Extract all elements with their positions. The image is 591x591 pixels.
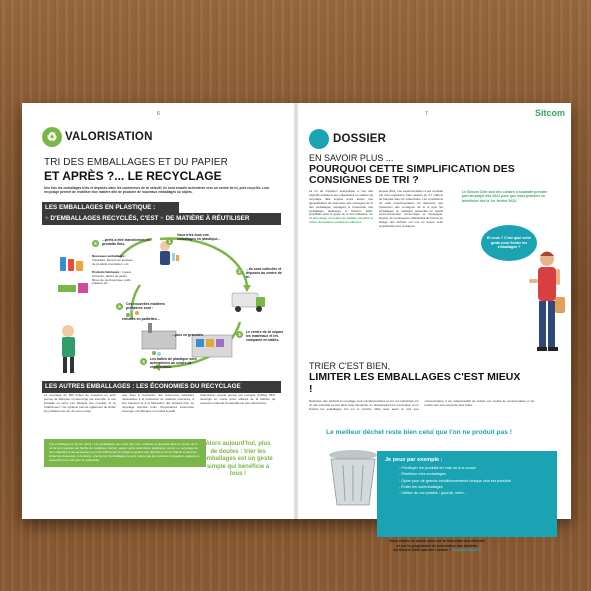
person-leg — [63, 357, 67, 373]
section-header — [309, 129, 386, 149]
bale — [206, 339, 214, 347]
step-6-label: ...prêts à être transformés en produits finis. — [102, 238, 151, 247]
new-packaging-note — [92, 255, 136, 266]
intro-column-2: Depuis 2012, une expérimentation a été conduite par l'éco-organisme Citeo auprès de 3,7 millions de français dans 51 collectivités. Les conclusions de cette expérimentation ont démontré que l'extension des consignes de tri à tous les emballages en plastique présentait un intérêt environnemental, économique et écologique. Depuis, de nombreuses collectivités de France en charge des déchets ont mis en œuvre cette simplification des consignes. — [379, 189, 443, 229]
person-body — [160, 251, 170, 265]
step-4-label: Les balles de plastique sont acheminées au centre de régénération. — [150, 357, 197, 370]
best-waste-quote: Le meilleur déchet reste bien celui que l'on ne produit pas ! — [326, 429, 512, 436]
step-4-number: 4 — [140, 358, 147, 365]
person-body — [62, 337, 75, 357]
page-number: 6 — [157, 111, 160, 117]
recycle-icon: ♻ — [42, 127, 62, 147]
granule — [152, 351, 156, 355]
step-1-number: 1 — [166, 238, 173, 245]
man-with-bag-illustration — [529, 249, 567, 379]
body-column-2: sols dues à l'extraction des ressources naturelles nécessaires à la production de matières premières, à leur transport et à la fabrication des produits finis. Le recyclage favorise enfin d'importantes économies d'énergie, car fabriquer un produit à partir — [122, 393, 194, 413]
intro-text: Une fois les emballages triés et déposés dans les conteneurs de tri sélectif, ils sont ensuite acheminés vers un centre de tri, puis recyclés. Leur recyclage permet de réutiliser leur matière afin de produire de nouveaux emballages ou objets. — [44, 186, 270, 195]
factory — [142, 331, 176, 349]
finished-products-note — [92, 271, 136, 286]
dossier-icon — [309, 129, 329, 149]
garden-table — [58, 285, 76, 292]
subtitle-line-1: TRIER C'EST BIEN, — [309, 361, 391, 371]
title-line-1: TRI DES EMBALLAGES ET DU PAPIER — [44, 157, 228, 168]
step-3-label: Le centre de tri sépare les matériaux et les compacte en balles. — [246, 330, 284, 343]
body-column-3: d'aluminium recyclé permet par exemple d'utiliser 95% d'énergie en moins qu'en utilisant de la bauxite (la ressource naturelle de laquelle est issu l'aluminium). — [200, 393, 275, 405]
new-packaging-label: Nouveaux emballages : — [92, 254, 127, 258]
sitcom-logo: Sitcom — [535, 108, 566, 118]
man-shoe — [537, 347, 547, 351]
step-1-label: Vous triez tous vos emballages en plastique... — [177, 233, 221, 242]
product-bottle — [60, 257, 66, 271]
title-line-1: EN SAVOIR PLUS ... — [309, 153, 394, 163]
man-leg — [539, 301, 546, 347]
footer-line-3-text: du Sitcom Côte sud des Landes ? — [393, 548, 453, 553]
step-6-number: 6 — [92, 240, 99, 247]
tip-item: - Éviter les suremballages — [399, 484, 443, 489]
new-packaging-text: bouteilles, flacons de lessives, de produits d'entretien, etc. — [92, 257, 134, 266]
bottle — [176, 255, 179, 261]
person-head — [62, 325, 74, 337]
right-page — [297, 103, 571, 553]
tip-item-text: Opter pour de grands conditionnements lorsque cela est possible — [401, 478, 511, 483]
step-3-number: 3 — [236, 331, 243, 338]
man-shoe — [548, 347, 558, 351]
tip-item: - Opter pour de grands conditionnements lorsque cela est possible — [399, 478, 511, 483]
man-arm — [529, 279, 538, 283]
subheading-part-a: D'EMBALLAGES RECYCLÉS, C'EST — [48, 215, 161, 222]
tip-item-text: Éviter les suremballages — [401, 484, 443, 489]
step-5-label: Ces nouvelles matières premières sont : — [126, 302, 165, 311]
tip-item-text: Privilégier les produits en vrac ou à la coupe — [401, 466, 476, 470]
footer-line-3 — [317, 548, 557, 553]
finished-products-text: tuyaux, arrosoirs, tables de jardin, fibres de rembourrage, pulls polaires etc. — [92, 270, 133, 286]
section-header — [42, 127, 153, 147]
fleece — [78, 283, 88, 293]
flake — [135, 311, 139, 315]
footer-line-2: et sur le programme de prévention des déchets — [396, 543, 478, 548]
tip-item-text: Réutiliser mes emballages — [401, 472, 446, 477]
title-line-2: POURQUOI CETTE SIMPLIFICATION DES CONSIGNES DE TRI ? — [309, 163, 515, 186]
bale — [216, 339, 224, 347]
tips-list — [399, 466, 549, 496]
tips-box — [377, 451, 557, 537]
granules-label: ...puis en granulés. — [172, 333, 204, 337]
bottle — [172, 253, 175, 261]
cycle-arrow — [160, 239, 247, 285]
chimney — [148, 323, 152, 333]
man-arm — [556, 269, 560, 285]
plus-sign: + — [160, 215, 164, 222]
truck-wheel — [235, 306, 241, 312]
person-leg — [70, 357, 74, 373]
website-link[interactable]: www.sitcom40.fr — [452, 548, 481, 553]
man-shirt — [538, 267, 556, 301]
step-5-number: 5 — [116, 303, 123, 310]
info-box: Vos emballages en fin de valeur ! Les emballages que vous triez sont collectés et apportés dans un centre de tri, où ils sont séparés par famille de matériaux (carton, papier, acier, aluminium, plastiques, verre). Le recyclage de ces matériaux à des acquéreurs permet d'alimenter le budget à gestion des déchets et de la collecte et ainsi de limiter les dépenses. A contrario, une bonne d'emballages ne sont même pas les colonnes ménagères également aujourd'hui un coût pour la collectivité. — [44, 439, 206, 467]
man-hair — [540, 252, 554, 257]
truck-cab — [256, 297, 265, 307]
footer-line-1: Vous voulez en savoir plus sur la réduction des déchets — [389, 539, 485, 543]
tip-item: - Réutiliser mes emballages — [399, 472, 446, 477]
section-header-label: DOSSIER — [333, 133, 387, 145]
product-bottle — [76, 261, 83, 271]
bale — [196, 339, 204, 347]
tip-item: - Privilégier les produits en vrac ou à la coupe — [399, 466, 476, 470]
step-2-label: ...ils sont collectés et déposés au centre de tri. — [246, 267, 282, 280]
man-leg — [548, 301, 555, 347]
plastic-section-subheading — [42, 213, 281, 225]
shopping-bag — [555, 297, 565, 313]
trash-bin-illustration — [317, 447, 389, 509]
product-bottle — [68, 259, 74, 271]
plus-sign: + — [45, 215, 49, 222]
intro-column-1 — [309, 190, 373, 225]
bin-lid — [329, 450, 377, 460]
tips-title: Je peux par exemple : — [385, 457, 443, 463]
intro-column-1-text: La loi de transition énergétique a fixé des objectifs ambitieux aux collectivités en matière de recyclage. Elle impose entre autres une généralisation de l'extension des consignes de tri des emballages ménagers à l'ensemble des emballages plastiques à l'horizon 2022, simplifiant ainsi le geste de tri des habitants. — [309, 189, 373, 217]
question-bubble: Et vous ? C'est quoi votre geste pour limiter les emballages ? — [481, 225, 537, 261]
plastic-heading-line1: LES EMBALLAGES EN PLASTIQUE : — [45, 204, 156, 211]
truck-body — [232, 293, 258, 307]
section-header-label: VALORISATION — [65, 131, 153, 143]
tip-item-text: Utiliser du non jetable : gourde, verre... — [401, 491, 467, 496]
intro-highlight: Un tri plus large, c'est plus de matière recyclée et moins de matières premières utilisées. — [309, 212, 373, 225]
left-page — [22, 103, 296, 519]
reduced-flakes-label: réduites en paillettes... — [122, 317, 160, 321]
magazine-spread — [22, 103, 571, 553]
subheading-part-b: DE MATIÈRE À RÉUTILISER — [163, 215, 250, 222]
other-packaging-heading: LES AUTRES EMBALLAGES : LES ÉCONOMIES DU RECYCLAGE — [42, 381, 281, 393]
title-line-2: ET APRÈS ?... LE RECYCLAGE — [44, 169, 222, 183]
tip-item: - Utiliser du non jetable : gourde, verre... — [399, 491, 467, 496]
sitcom-callout: Le Sitcom Côte sud des Landes a souhaité prendre part au projet dès 2021 pour que vous puissiez en bénéficier dès le 1er février 2022. — [462, 190, 548, 203]
finished-products-label: Produits fabriqués : — [92, 270, 122, 274]
footer-text — [317, 539, 557, 553]
reduction-paragraph: Réduction des déchets et recyclage sont complémentaires et sur, les industriels ont un rôle essentiel à jouer dans cette démarche, en développant l'éco-conception et en limitant les emballages mis sur le marché. Mais nous aussi en tant que consommateur, il est indispensable de réduire nos modes de consommation et de tendre vers une économie plus sobre. — [309, 399, 534, 411]
body-column-1: Le recyclage de 850 boîtes de conserve en acier permet de fabriquer un lave-linge par exemple, et une bouteille en verre s'en fabrique une nouvelle, et se indéfiniment ! Ce système permet également de limiter les pollutions de l'air, de l'eau ou des — [44, 393, 116, 413]
truck-wheel — [256, 306, 262, 312]
cycle-arrowhead — [243, 285, 251, 292]
closing-quote: Alors aujourd'hui, plus de doutes : trier les emballages est un geste simple qui bénéficie à tous ! — [203, 441, 273, 477]
step-2-number: 2 — [236, 268, 243, 275]
page-number: 7 — [425, 111, 428, 117]
subtitle-line-2: LIMITER LES EMBALLAGES C'EST MIEUX ! — [309, 371, 521, 395]
granule — [157, 352, 161, 356]
